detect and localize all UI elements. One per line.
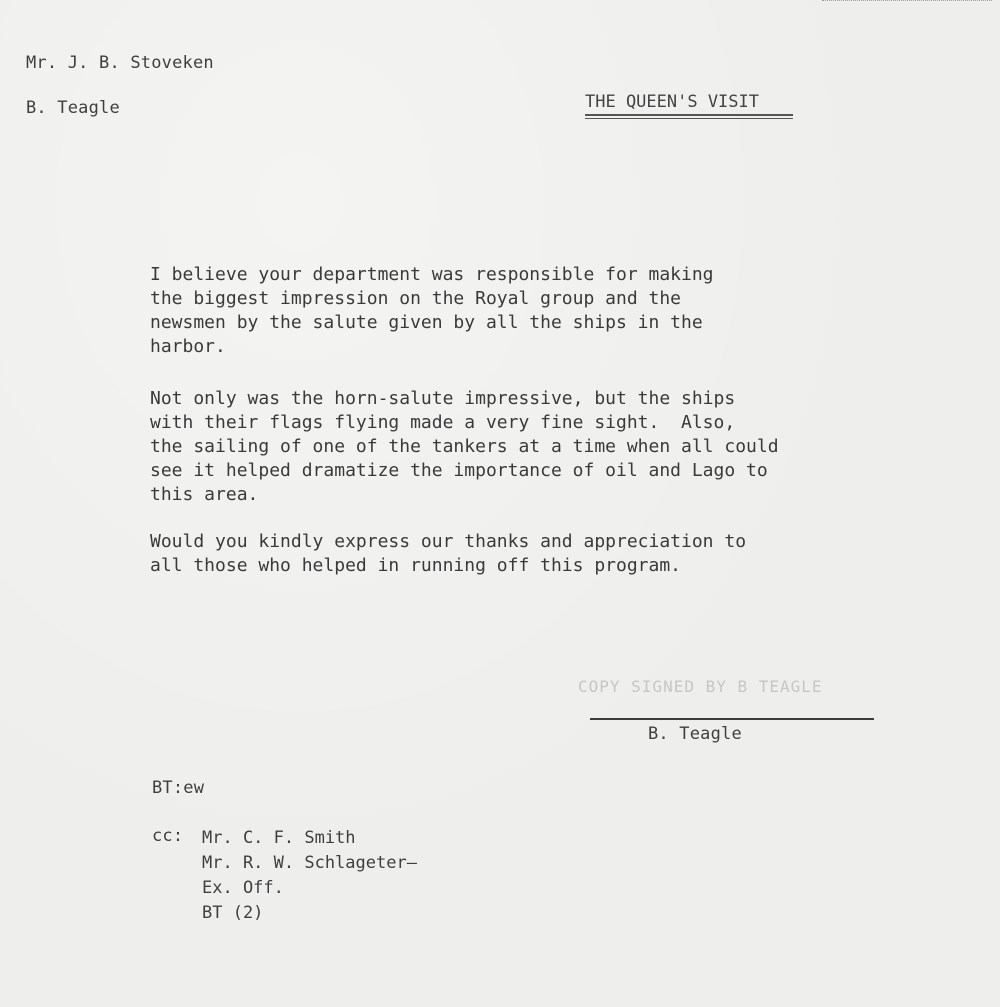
paragraph-3 (150, 530, 746, 578)
typist-initials: BT:ew (152, 778, 205, 798)
subject-underline-second (585, 118, 793, 119)
memo-to: Mr. J. B. Stoveken (26, 53, 214, 73)
cc-recipient: BT (2) (202, 903, 264, 923)
corner-marking (822, 0, 992, 11)
paragraph-line: Would you kindly express our thanks and appreciation to (150, 531, 747, 552)
paragraph-line: newsmen by the salute given by all the ships in the (150, 312, 703, 333)
paragraph-1 (150, 263, 714, 359)
paragraph-line: harbor. (150, 336, 226, 357)
paragraph-line: all those who helped in running off this program. (150, 555, 682, 576)
paragraph-line: with their flags flying made a very fine sight. Also, (150, 412, 736, 433)
cc-recipient: Ex. Off. (202, 878, 284, 898)
paragraph-line: the biggest impression on the Royal group and the (150, 288, 682, 309)
paragraph-line: see it helped dramatize the importance of oil and Lago to (150, 460, 768, 481)
copy-signed-stamp: COPY SIGNED BY B TEAGLE (578, 677, 823, 696)
memo-subject: THE QUEEN'S VISIT (585, 92, 759, 112)
cc-label: cc: (152, 826, 184, 846)
signature-name: B. Teagle (648, 724, 742, 744)
paragraph-2 (150, 387, 779, 507)
paragraph-line: I believe your department was responsible for making (150, 264, 714, 285)
cc-recipient: Mr. C. F. Smith (202, 828, 356, 848)
paragraph-line: the sailing of one of the tankers at a time when all could (150, 436, 779, 457)
cc-recipient: Mr. R. W. Schlageter— (202, 853, 417, 873)
paragraph-line: Not only was the horn-salute impressive, but the ships (150, 388, 736, 409)
memo-from: B. Teagle (26, 98, 120, 118)
subject-underline (585, 114, 793, 116)
cc-list (202, 826, 417, 926)
signature-line (590, 718, 874, 720)
paragraph-line: this area. (150, 484, 259, 505)
